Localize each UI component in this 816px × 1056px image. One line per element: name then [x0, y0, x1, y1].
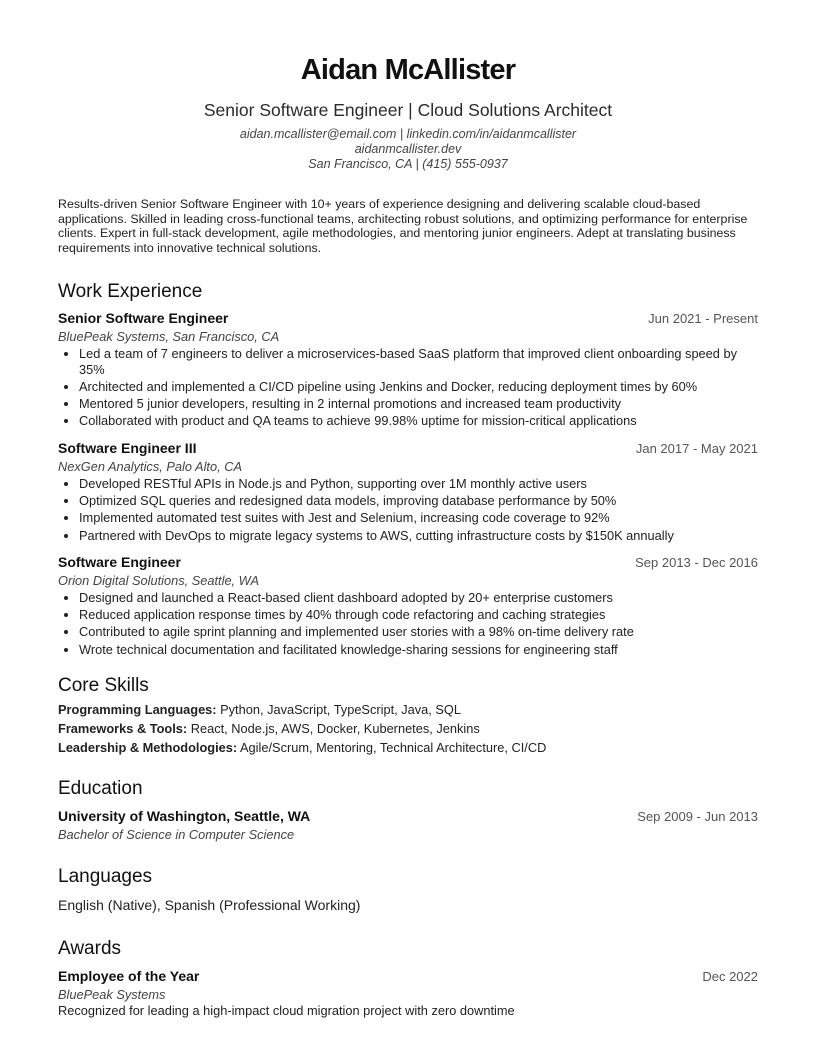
list-item: • Contributed to agile sprint planning and implemented user stories with a 98% on-time delivery rate [79, 624, 758, 640]
award-description: Recognized for leading a high-impact cloud migration project with zero downtime [58, 1003, 515, 1019]
job-header [58, 553, 758, 572]
education-entry [58, 807, 758, 843]
section-title-languages: Languages [58, 866, 153, 888]
skill-label: Programming Languages: [58, 702, 217, 718]
contact-website: aidanmcallister.dev [354, 142, 462, 156]
awards-section [58, 937, 758, 1018]
languages-text: English (Native), Spanish (Professional Working) [58, 897, 361, 914]
list-item: • Optimized SQL queries and redesigned data models, improving database performance by 50% [79, 493, 758, 509]
list-item: • Partnered with DevOps to migrate legacy systems to AWS, cutting infrastructure costs by $150K annually [79, 528, 758, 544]
skill-value: React, Node.js, AWS, Docker, Kubernetes, Jenkins [187, 721, 480, 737]
job-entry [58, 439, 758, 543]
skill-value: Agile/Scrum, Mentoring, Technical Architecture, CI/CD [237, 740, 547, 756]
job-company: NexGen Analytics, Palo Alto, CA [58, 458, 242, 474]
skills-list [58, 700, 758, 757]
job-company: Orion Digital Solutions, Seattle, WA [58, 573, 260, 588]
job-bullets [58, 346, 758, 429]
education-dates: Sep 2009 - Jun 2013 [637, 809, 758, 825]
candidate-name: Aidan McAllister [300, 54, 516, 86]
list-item: • Mentored 5 junior developers, resulting in 2 internal promotions and increased team productivity [79, 396, 758, 412]
list-item: • Reduced application response times by 40% through code refactoring and caching strategies [79, 607, 758, 623]
section-title-work-experience: Work Experience [58, 281, 203, 303]
award-date: Dec 2022 [702, 969, 758, 985]
professional-summary: Results-driven Senior Software Engineer with 10+ years of experience designing and delivering scalable cloud-based applications. Skilled in leading cross-functional teams, architecting robust solutions, and optimizing performance for enterprise clients. Expert in full-stack development, agile methodologies, and mentoring junior engineers. Adept at translating business requirements into innovative technical solutions. [58, 197, 748, 255]
skill-line [58, 719, 758, 738]
job-dates: Sep 2013 - Dec 2016 [635, 555, 758, 570]
work-experience-section [58, 280, 758, 657]
job-header [58, 309, 758, 328]
job-company: BluePeak Systems, San Francisco, CA [58, 329, 280, 345]
job-entry [58, 309, 758, 429]
job-bullets [58, 476, 758, 543]
job-role: Software Engineer III [58, 439, 197, 456]
skill-line [58, 700, 758, 719]
list-item: • Developed RESTful APIs in Node.js and Python, supporting over 1M monthly active users [79, 476, 758, 492]
list-item: • Designed and launched a React-based client dashboard adopted by 20+ enterprise customers [79, 590, 758, 606]
skill-line [58, 738, 758, 757]
contact-email-linkedin: aidan.mcallister@email.com | linkedin.com/in/aidanmcallister [239, 127, 577, 141]
award-header [58, 967, 758, 986]
job-dates: Jan 2017 - May 2021 [635, 440, 758, 456]
list-item: • Led a team of 7 engineers to deliver a microservices-based SaaS platform that improved client onboarding speed by 35% [79, 346, 758, 377]
skill-label: Leadership & Methodologies: [58, 740, 238, 756]
award-entry [58, 967, 758, 1018]
list-item: • Wrote technical documentation and facilitated knowledge-sharing sessions for engineering staff [79, 642, 758, 658]
job-header [58, 439, 758, 458]
skill-value: Python, JavaScript, TypeScript, Java, SQL [216, 702, 462, 718]
section-title-core-skills: Core Skills [58, 675, 149, 697]
job-entry [58, 553, 758, 657]
resume-header [58, 52, 758, 172]
job-bullets [58, 590, 758, 657]
contact-info [58, 127, 758, 172]
award-org: BluePeak Systems [58, 987, 166, 1003]
degree: Bachelor of Science in Computer Science [58, 827, 295, 843]
job-dates: Jun 2021 - Present [648, 311, 758, 327]
section-title-awards: Awards [58, 938, 122, 960]
award-name: Employee of the Year [58, 968, 200, 985]
candidate-headline: Senior Software Engineer | Cloud Solutions Architect [203, 100, 613, 120]
list-item: • Architected and implemented a CI/CD pipeline using Jenkins and Docker, reducing deployment times by 60% [79, 379, 758, 395]
list-item: • Collaborated with product and QA teams to achieve 99.98% uptime for mission-critical applications [79, 413, 758, 429]
education-section [58, 777, 758, 843]
list-item: • Implemented automated test suites with Jest and Selenium, increasing code coverage to 92% [79, 510, 758, 526]
core-skills-section [58, 674, 758, 757]
job-role: Software Engineer [58, 554, 181, 570]
education-header [58, 807, 758, 826]
skill-label: Frameworks & Tools: [58, 721, 188, 737]
contact-location-phone: San Francisco, CA | (415) 555-0937 [308, 157, 508, 171]
job-role: Senior Software Engineer [58, 310, 229, 327]
languages-section [58, 865, 758, 914]
section-title-education: Education [58, 778, 143, 800]
school-name: University of Washington, Seattle, WA [58, 808, 311, 825]
